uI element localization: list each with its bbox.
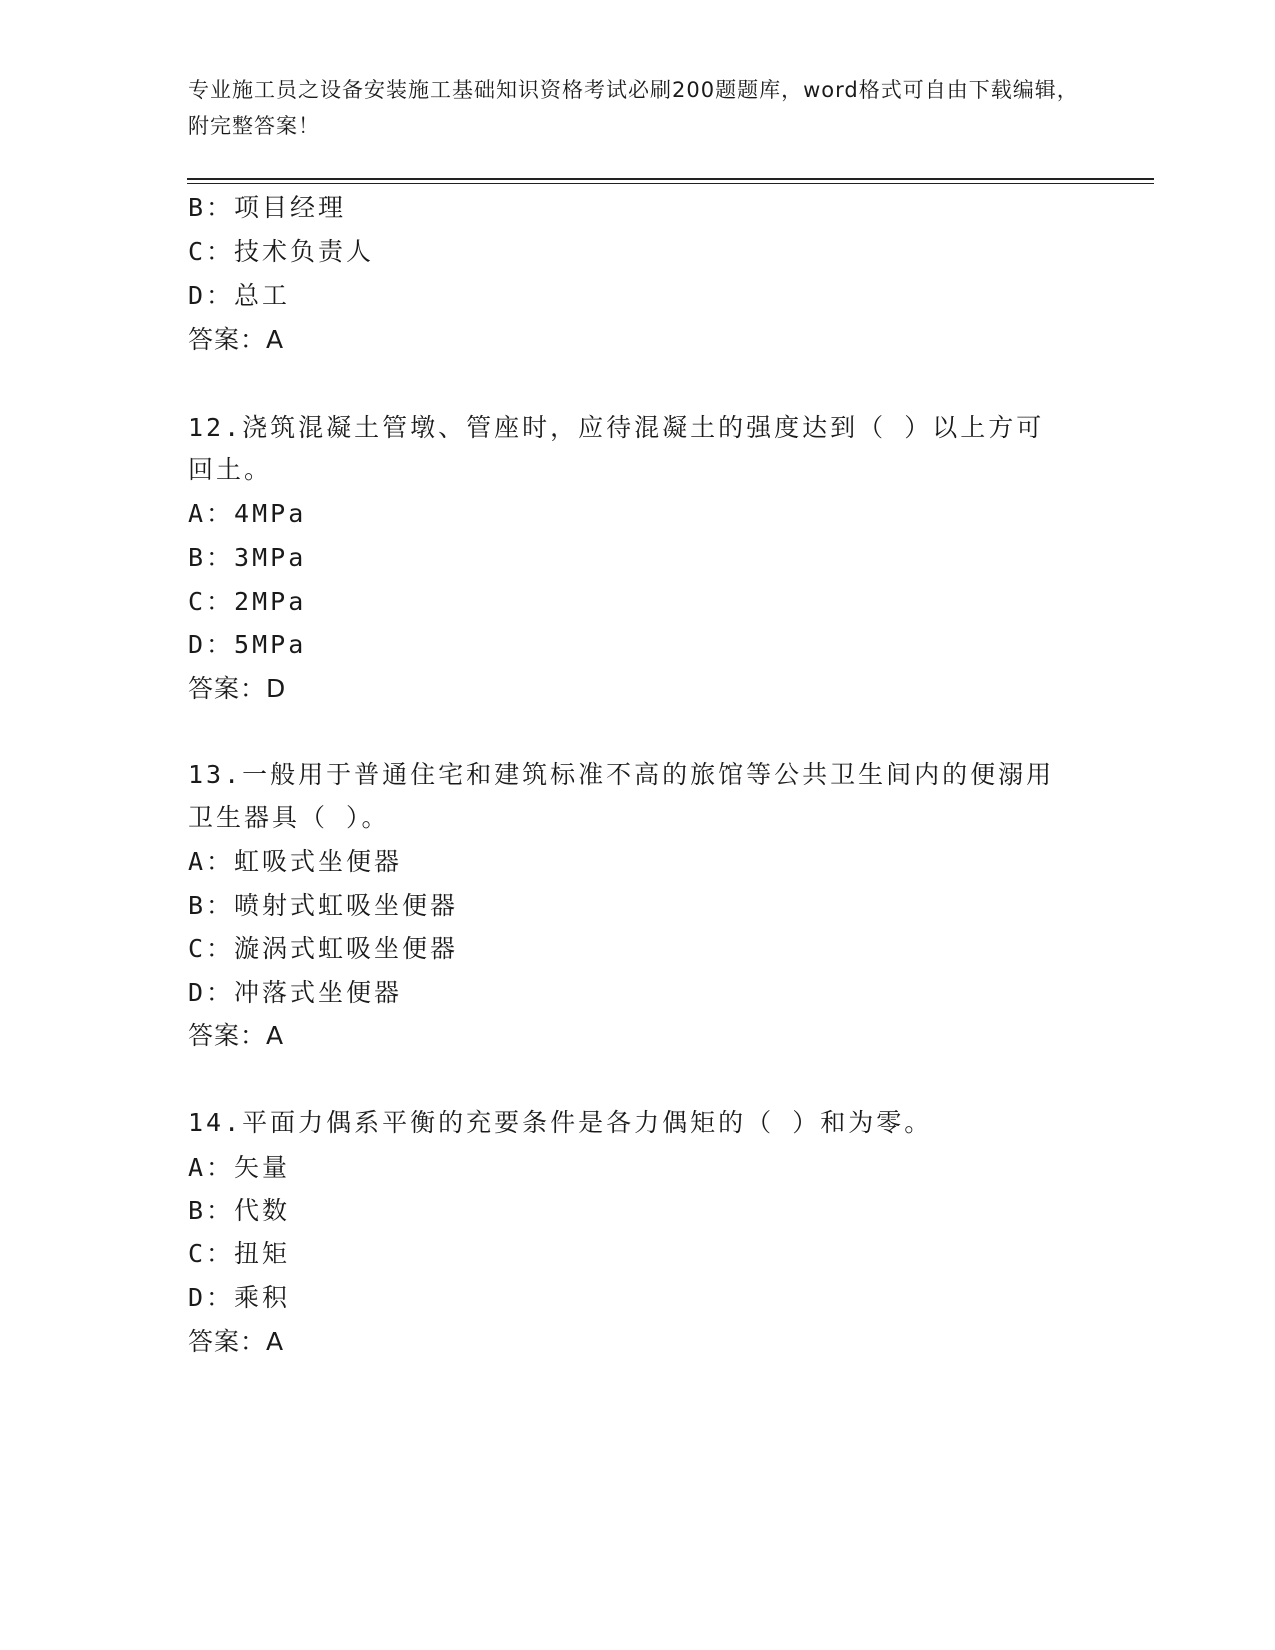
- q14-option-c: C：扭矩: [188, 1239, 291, 1268]
- q14-option-a: A：矢量: [188, 1153, 291, 1182]
- q13-option-d: D：冲落式坐便器: [188, 978, 403, 1007]
- q12-option-c: C：2MPa: [188, 587, 307, 616]
- prev-option-b: B：项目经理: [188, 193, 347, 222]
- q13-option-b: B：喷射式虹吸坐便器: [188, 891, 459, 920]
- q12-stem-line2: 回土。: [188, 455, 273, 484]
- document-header: 专业施工员之设备安装施工基础知识资格考试必刷200题题库，word格式可自由下载编辑，附完整答案！: [188, 78, 1079, 138]
- q13-stem-line1: 13.一般用于普通住宅和建筑标准不高的旅馆等公共卫生间内的便溺用: [188, 760, 1055, 789]
- prev-option-c: C：技术负责人: [188, 237, 375, 266]
- q13-answer: 答案：A: [188, 1021, 285, 1050]
- q14-stem-line1: 14.平面力偶系平衡的充要条件是各力偶矩的（ ）和为零。: [188, 1108, 933, 1137]
- header-divider-thick: [187, 178, 1154, 180]
- prev-answer: 答案：A: [188, 325, 285, 354]
- q12-option-d: D：5MPa: [188, 630, 307, 659]
- q13-option-c: C：漩涡式虹吸坐便器: [188, 934, 459, 963]
- q14-option-b: B：代数: [188, 1196, 291, 1225]
- q12-option-b: B：3MPa: [188, 543, 307, 572]
- q12-option-a: A：4MPa: [188, 499, 307, 528]
- q12-answer: 答案：D: [188, 674, 287, 703]
- header-divider-thin: [187, 183, 1154, 184]
- q14-option-d: D：乘积: [188, 1283, 291, 1312]
- q12-stem-line1: 12.浇筑混凝土管墩、管座时，应待混凝土的强度达到（ ）以上方可: [188, 413, 1045, 442]
- prev-option-d: D：总工: [188, 281, 291, 310]
- q13-stem-line2: 卫生器具（ ）。: [188, 803, 390, 832]
- q13-option-a: A：虹吸式坐便器: [188, 847, 403, 876]
- q14-answer: 答案：A: [188, 1327, 285, 1356]
